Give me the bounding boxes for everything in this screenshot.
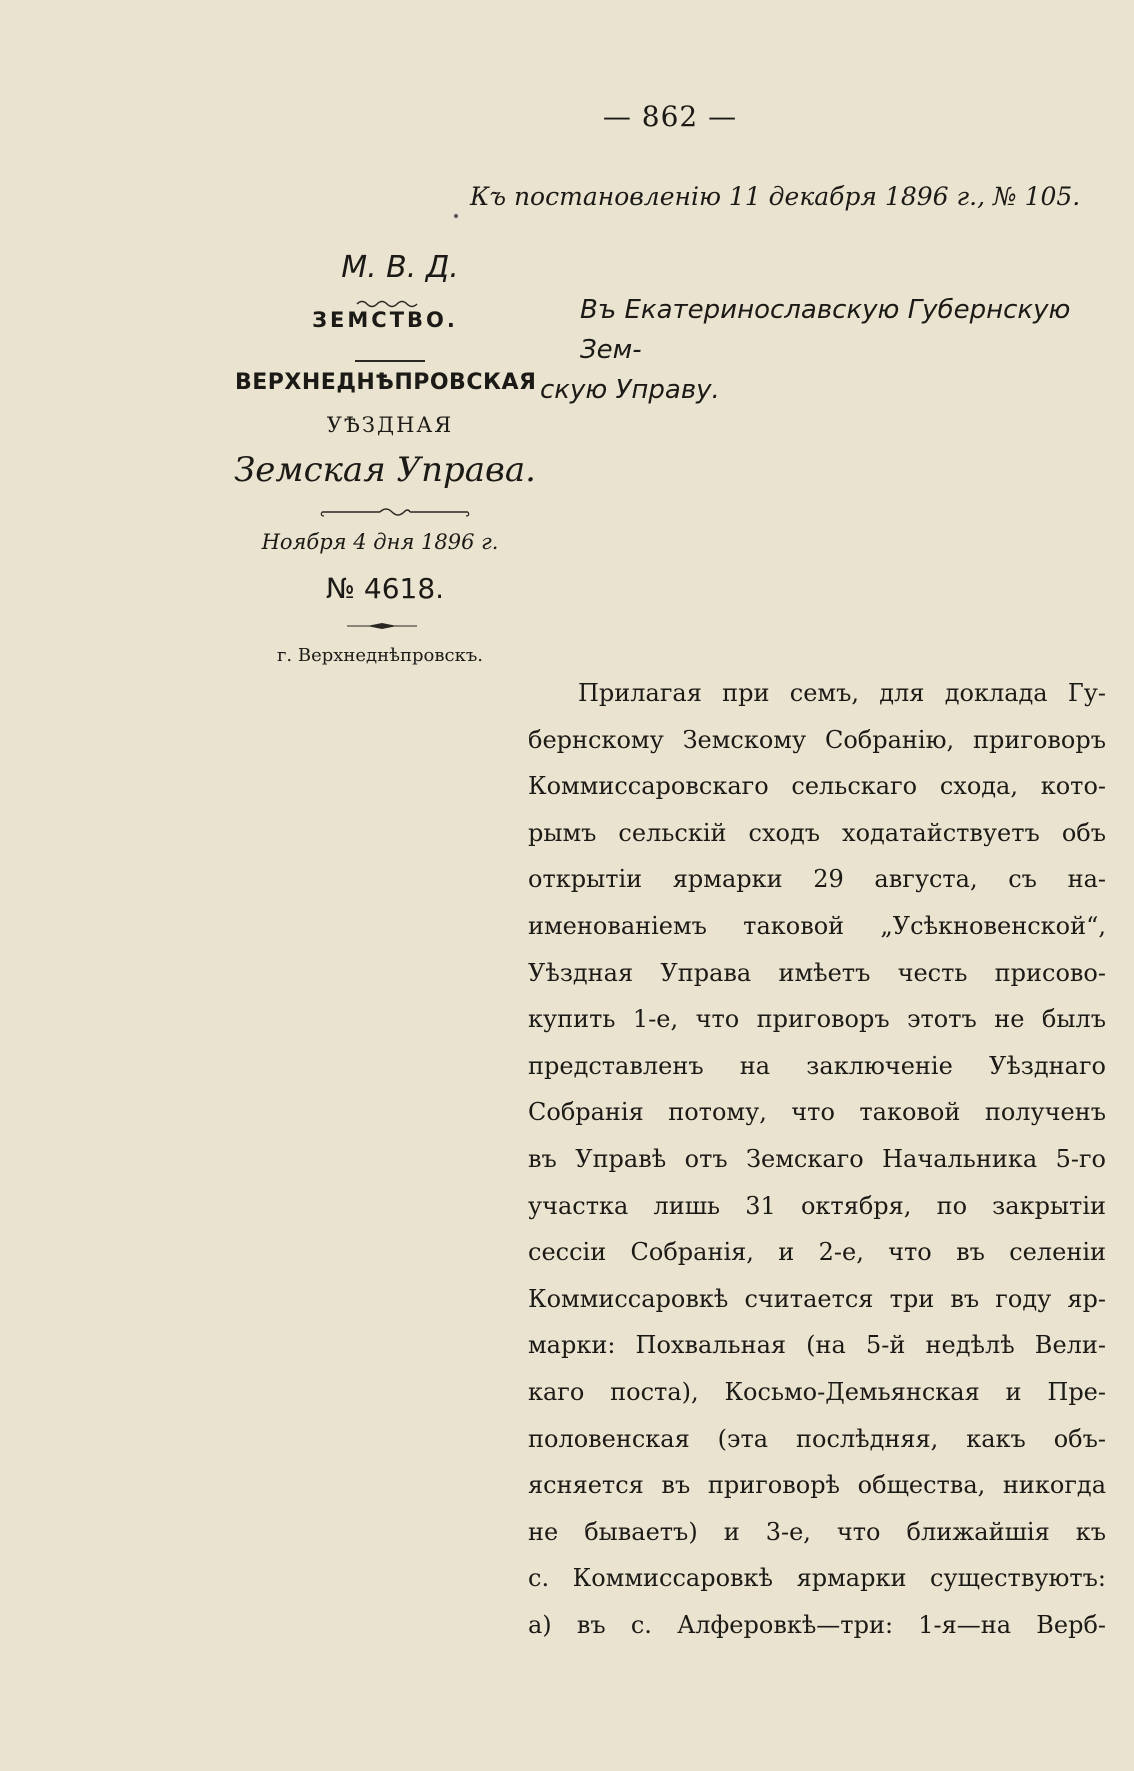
body-line: представленъ на заключеніе Уѣзднаго	[528, 1051, 1106, 1080]
ink-dot	[454, 214, 458, 218]
town-name: г. Верхнеднѣпровскъ.	[276, 645, 483, 666]
body-line: ясняется въ приговорѣ общества, никогда	[528, 1471, 1106, 1500]
body-line: бернскому Земскому Собранію, приговоръ	[528, 725, 1106, 754]
body-line: открытіи ярмарки 29 августа, съ на-	[528, 865, 1106, 894]
body-line: сессіи Собранія, и 2-е, что въ селеніи	[528, 1238, 1106, 1267]
district-name: ВЕРХНЕДНѢПРОВСКАЯ	[235, 370, 537, 395]
addressee-line: Въ Екатеринославскую Губернскую Зем-	[580, 295, 1071, 365]
reference-line: Къ постановленію 11 декабря 1896 г., № 105.	[470, 182, 1081, 211]
body-line: половенская (эта послѣдняя, какъ объ-	[528, 1424, 1106, 1453]
flourish-ornament-icon	[320, 504, 470, 518]
body-line: а) въ с. Алферовкѣ—три: 1-я—на Верб-	[528, 1610, 1106, 1639]
body-line: с. Коммиссаровкѣ ярмарки существуютъ:	[528, 1564, 1106, 1593]
body-line: Прилагая при семъ, для доклада Гу-	[578, 679, 1106, 707]
body-line: марки: Похвальная (на 5-й недѣлѣ Вели-	[528, 1331, 1106, 1360]
letter-number: № 4618.	[325, 572, 445, 605]
body-line: рымъ сельскій сходъ ходатайствуетъ объ	[528, 818, 1106, 847]
body-line: участка лишь 31 октября, по закрытіи	[528, 1191, 1106, 1220]
body-line: купить 1-е, что приговоръ этотъ не былъ	[528, 1005, 1106, 1034]
body-line: Уѣздная Управа имѣетъ честь присово-	[528, 958, 1106, 987]
addressee-line: скую Управу.	[540, 375, 720, 405]
wave-ornament-icon	[355, 298, 425, 308]
divider	[355, 360, 425, 362]
body-line: Коммиссаровскаго сельскаго схода, кото-	[528, 772, 1106, 801]
body-line: не бываетъ) и 3-е, что ближайшія къ	[528, 1517, 1106, 1546]
body-line: именованіемъ таковой „Усѣкновенской“,	[528, 911, 1106, 940]
zemstvo-heading: ЗЕМСТВО.	[312, 308, 458, 332]
letter-date: Ноября 4 дня 1896 г.	[261, 530, 499, 554]
addressee	[540, 290, 1120, 410]
rule-ornament-icon	[347, 622, 417, 630]
page-number: — 862 —	[602, 100, 738, 133]
uprava-title: Земская Управа.	[234, 450, 536, 490]
body-line: Собранія потому, что таковой полученъ	[528, 1098, 1106, 1127]
uezd-label: УѢЗДНАЯ	[326, 413, 454, 437]
body-text	[528, 670, 1106, 1648]
ministry-abbrev: М. В. Д.	[341, 250, 459, 285]
body-line: Коммиссаровкѣ считается три въ году яр-	[528, 1284, 1106, 1313]
body-line: въ Управѣ отъ Земскаго Начальника 5-го	[528, 1144, 1106, 1173]
body-line: каго поста), Косьмо-Демьянская и Пре-	[528, 1377, 1106, 1406]
